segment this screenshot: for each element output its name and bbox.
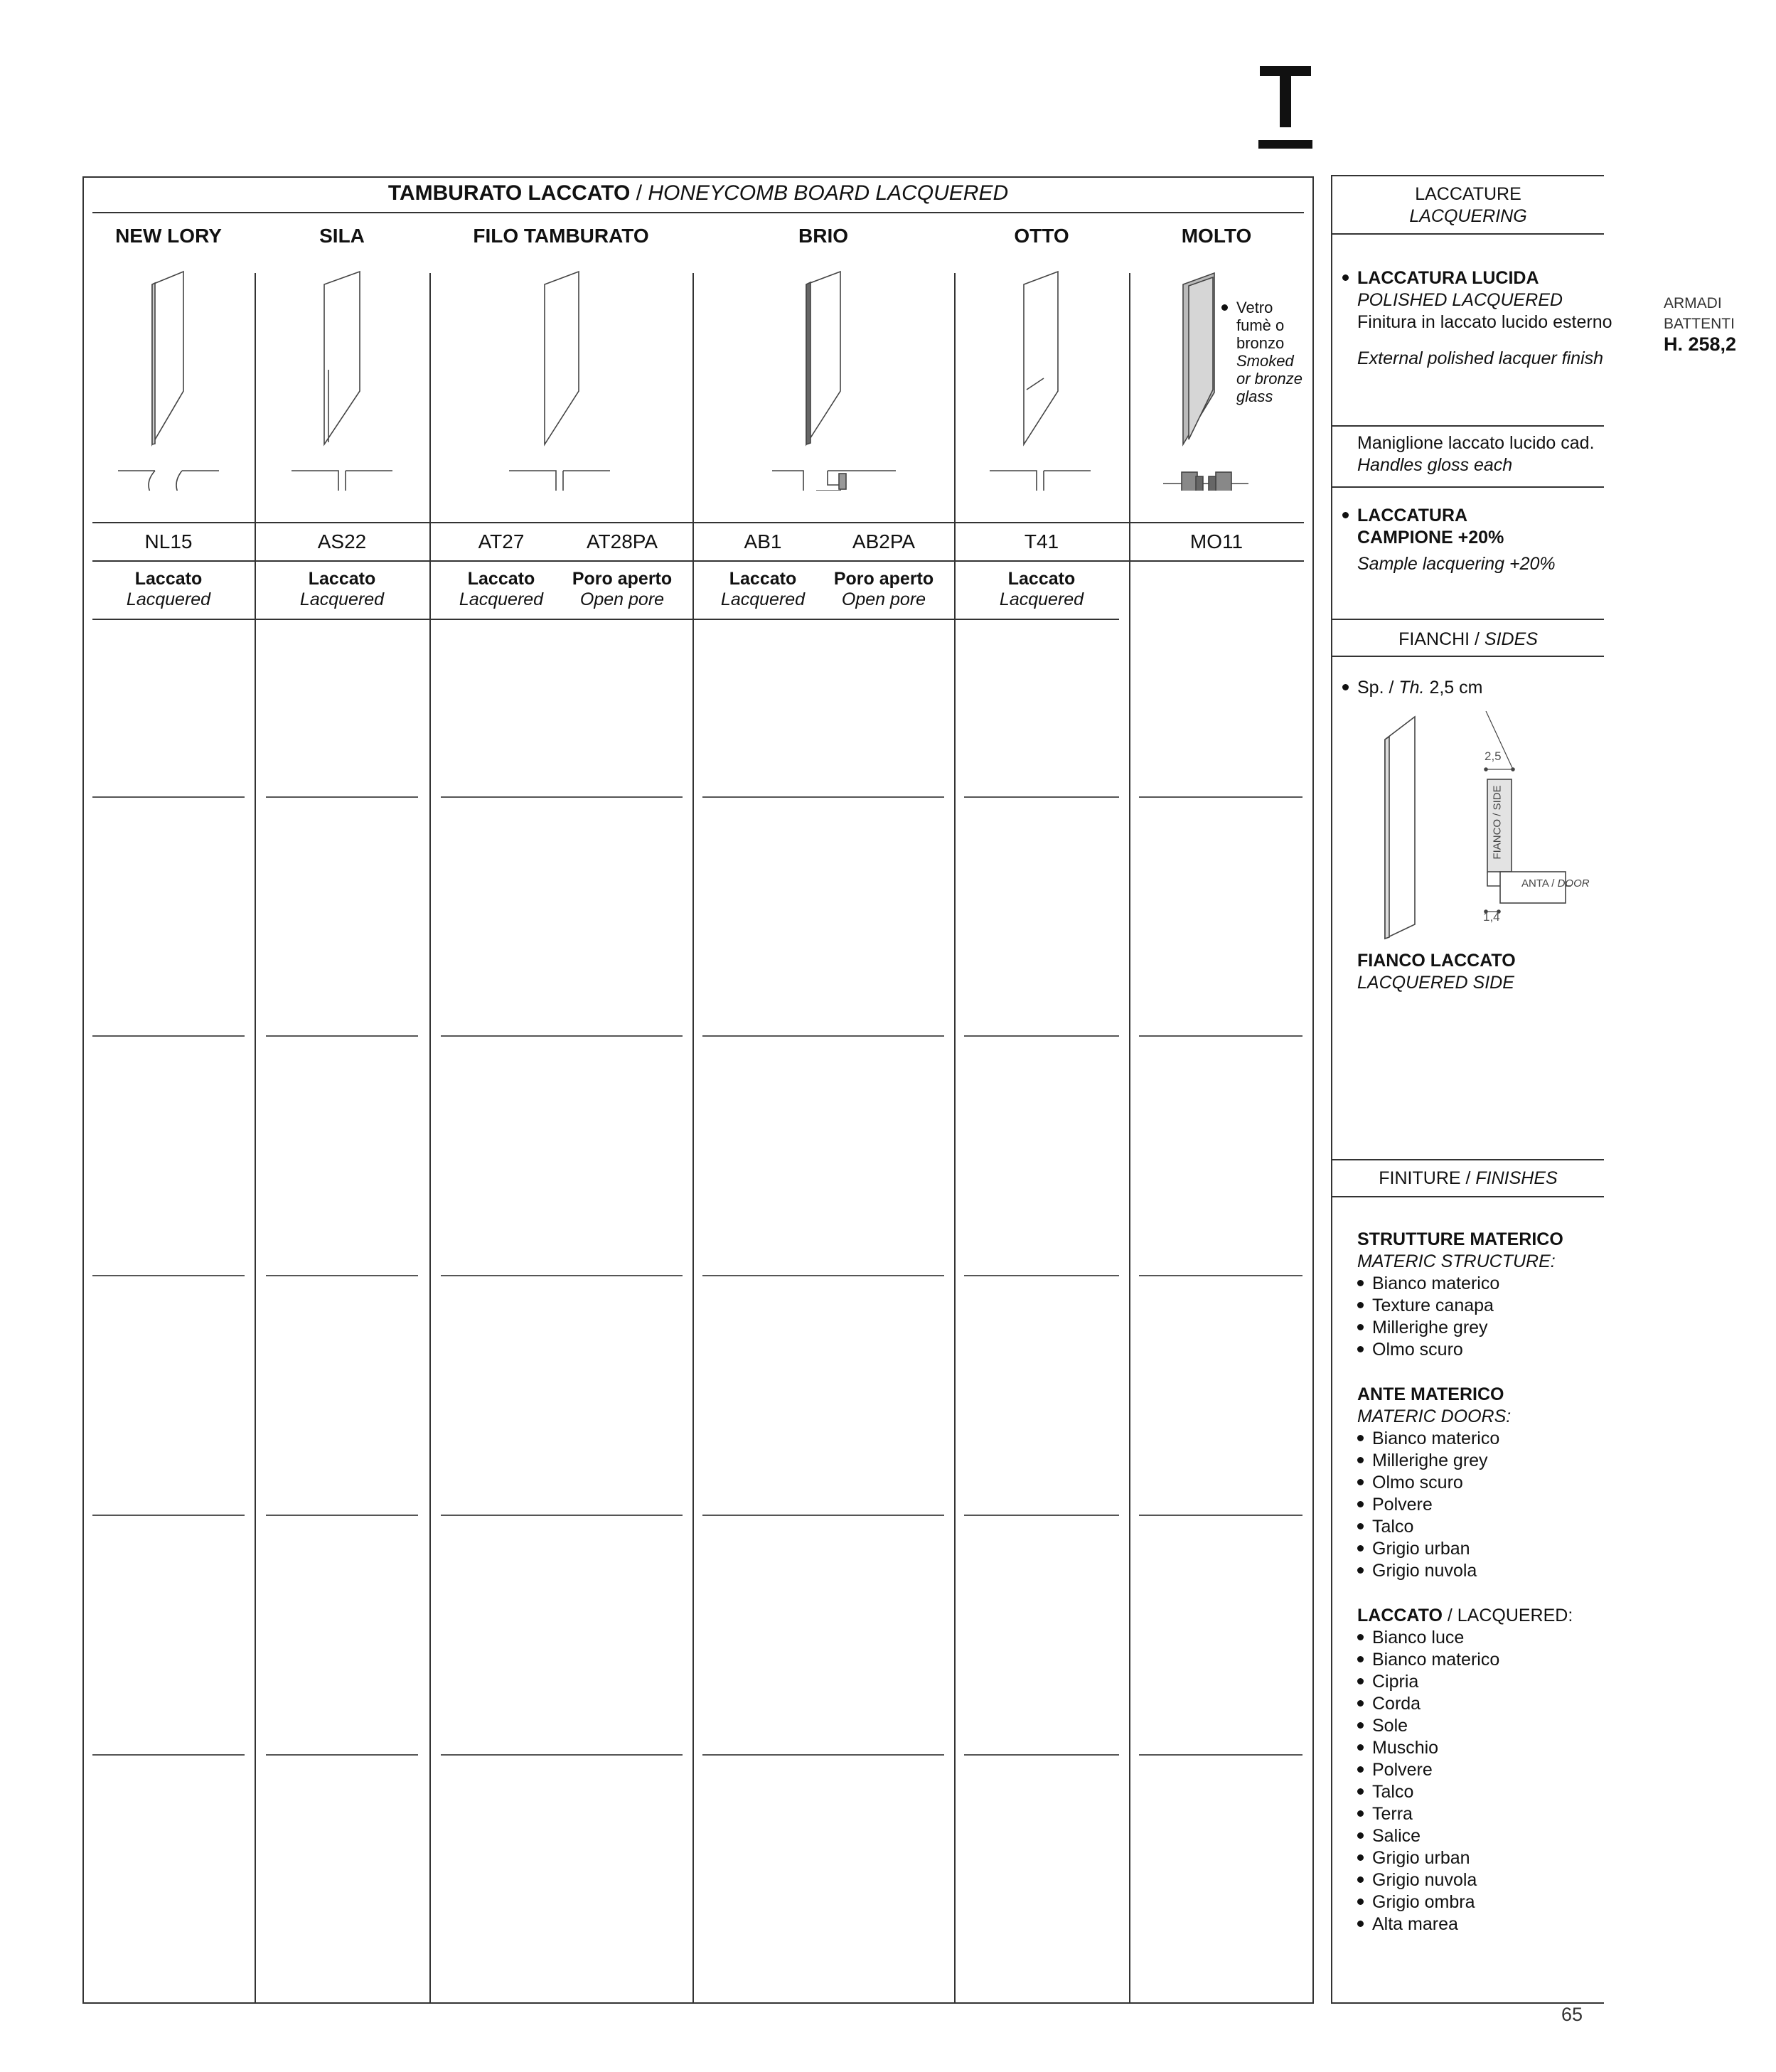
finish-list-item: Grigio ombra [1357, 1891, 1603, 1913]
table-title: TAMBURATO LACCATO / HONEYCOMB BOARD LACQUERED [387, 181, 1009, 205]
bullet-icon [1357, 1567, 1364, 1574]
grid-row-line [92, 1515, 245, 1516]
col-brio: BRIO [798, 225, 848, 247]
code-t41: T41 [1024, 530, 1059, 552]
finish-list-item: Polvere [1357, 1759, 1603, 1781]
finish-list-item: Sole [1357, 1715, 1603, 1737]
door-sila-drawing [291, 272, 392, 491]
door-new-lory-drawing [118, 272, 219, 491]
grid-row-line [1139, 796, 1302, 798]
door-otto-drawing [990, 272, 1091, 491]
finish-list-item: Bianco materico [1357, 1649, 1603, 1671]
grid-row-line [1139, 1035, 1302, 1037]
grid-row-line [441, 1275, 683, 1276]
bullet-icon [1357, 1479, 1364, 1485]
code-at27: AT27 [478, 530, 525, 552]
finish-list-item: Millerighe grey [1357, 1317, 1603, 1339]
code-as22: AS22 [317, 530, 367, 552]
bullet-icon [1357, 1722, 1364, 1729]
polished-lacquer: LACCATURA LUCIDA POLISHED LACQUERED Finitura in laccato lucido esterno External polished lacquer finish [1342, 267, 1605, 370]
finish-list-item: Corda [1357, 1693, 1603, 1715]
grid-row-line [964, 1754, 1119, 1756]
divider [1332, 233, 1604, 235]
bullet-icon [1357, 1280, 1364, 1286]
grid-row-line [964, 1275, 1119, 1276]
sides-caption: FIANCO LACCATO LACQUERED SIDE [1357, 951, 1516, 993]
divider [1332, 425, 1604, 427]
grid-row-line [441, 1035, 683, 1037]
bullet-icon [1357, 1656, 1364, 1662]
finish-list-item: Alta marea [1357, 1913, 1603, 1935]
finish-list-item: Bianco materico [1357, 1428, 1603, 1450]
finish-nl15: Laccato Lacquered [126, 569, 211, 609]
finish-list-item: Grigio urban [1357, 1847, 1603, 1869]
finish-list-item: Salice [1357, 1825, 1603, 1847]
grid-row-line [702, 1515, 944, 1516]
divider [1332, 486, 1604, 488]
finish-list-item: Talco [1357, 1516, 1603, 1538]
finish-list-item: Bianco luce [1357, 1627, 1603, 1649]
finish-list-item: Talco [1357, 1781, 1603, 1803]
code-ab2pa: AB2PA [852, 530, 916, 552]
bullet-icon [1357, 1523, 1364, 1529]
grid-row-line [266, 1754, 418, 1756]
finish-list-item: Cipria [1357, 1671, 1603, 1693]
bullet-icon [1357, 1302, 1364, 1308]
code-at28pa: AT28PA [586, 530, 658, 552]
bullet-icon [1357, 1700, 1364, 1707]
finish-list-item: Polvere [1357, 1494, 1603, 1516]
bullet-icon [1357, 1435, 1364, 1441]
label-side: FIANCO / SIDE [1491, 785, 1504, 860]
finish-ab2pa: Poro aperto Open pore [833, 569, 934, 609]
col-sila: SILA [319, 225, 365, 247]
door-brio-drawing [772, 272, 896, 491]
bullet-icon [1357, 1501, 1364, 1507]
col-new-lory: NEW LORY [115, 225, 222, 247]
brand-logo [1258, 60, 1312, 153]
bullet-icon [1357, 1346, 1364, 1352]
finish-list-item: Bianco materico [1357, 1273, 1603, 1295]
bullet-icon [1357, 1457, 1364, 1463]
code-row-bottom [92, 560, 1304, 562]
grid-row-line [441, 796, 683, 798]
grid-row-line [441, 1515, 683, 1516]
grid-row-line [1139, 1515, 1302, 1516]
bullet-icon [1357, 1832, 1364, 1839]
bullet-icon [1357, 1854, 1364, 1861]
grid-row-line [92, 796, 245, 798]
grid-row-line [92, 1754, 245, 1756]
bullet-icon [1357, 1324, 1364, 1330]
title-divider [92, 212, 1304, 213]
grid-row-line [266, 796, 418, 798]
divider [1332, 619, 1604, 620]
finish-as22: Laccato Lacquered [299, 569, 385, 609]
finishes-header: FINITURE / FINISHES [1379, 1168, 1558, 1188]
handles-price: Maniglione laccato lucido cad. Handles gloss each [1357, 433, 1595, 475]
finish-list-item: Grigio nuvola [1357, 1869, 1603, 1891]
grid-row-line [964, 1035, 1119, 1037]
bullet-icon [1357, 1810, 1364, 1817]
divider [1332, 1159, 1604, 1160]
divider [1332, 1196, 1604, 1197]
grid-row-line [441, 1754, 683, 1756]
code-nl15: NL15 [144, 530, 193, 552]
finish-ab1: Laccato Lacquered [720, 569, 806, 609]
col-otto: OTTO [1014, 225, 1069, 247]
finish-list-item: Olmo scuro [1357, 1472, 1603, 1494]
group-materic-doors: ANTE MATERICO MATERIC DOORS: Bianco materico Millerighe grey Olmo scuro Polvere Talco Grigio urban Grigio nuvola [1357, 1384, 1603, 1582]
sample-lacquer: LACCATURA CAMPIONE +20% Sample lacquering +20% [1342, 505, 1605, 575]
grid-row-line [702, 796, 944, 798]
page-number: 65 [1561, 2004, 1583, 2025]
code-mo11: MO11 [1189, 530, 1243, 552]
grid-row-line [702, 1754, 944, 1756]
col-filo-tamburato: FILO TAMBURATO [473, 225, 649, 247]
grid-row-line [702, 1035, 944, 1037]
finish-list-item: Muschio [1357, 1737, 1603, 1759]
col-divider [692, 273, 694, 2004]
bullet-icon [1357, 1788, 1364, 1795]
grid-row-line [266, 1275, 418, 1276]
lacquering-header: LACCATURE LACQUERING [1409, 184, 1527, 226]
group-materic-structure: STRUTTURE MATERICO MATERIC STRUCTURE: Bianco materico Texture canapa Millerighe grey Olmo scuro [1357, 1229, 1603, 1361]
finish-list-item: Olmo scuro [1357, 1339, 1603, 1361]
code-row-top [92, 522, 1304, 523]
grid-row-line [702, 1275, 944, 1276]
col-molto: MOLTO [1181, 225, 1252, 247]
grid-row-line [1139, 1754, 1302, 1756]
col-divider [429, 273, 431, 2004]
bullet-icon [1357, 1744, 1364, 1751]
code-ab1: AB1 [744, 530, 782, 552]
finish-t41: Laccato Lacquered [999, 569, 1084, 609]
bullet-icon [1357, 1876, 1364, 1883]
side-panel-border [1331, 175, 1332, 2004]
dim-top: 2,5 [1485, 749, 1502, 763]
finish-list-item: Grigio urban [1357, 1538, 1603, 1560]
bullet-icon [1357, 1766, 1364, 1773]
finish-row-bottom [92, 619, 1119, 620]
molto-glass-note: Vetro fumè o bronzo Smoked or bronze glass [1221, 299, 1302, 405]
finish-at28pa: Poro aperto Open pore [572, 569, 673, 609]
finish-list-item: Terra [1357, 1803, 1603, 1825]
finish-list-item: Millerighe grey [1357, 1450, 1603, 1472]
dim-bottom: 1,4 [1483, 910, 1500, 924]
finish-list-item: Grigio nuvola [1357, 1560, 1603, 1582]
grid-row-line [266, 1035, 418, 1037]
grid-row-line [92, 1035, 245, 1037]
finish-list-item: Texture canapa [1357, 1295, 1603, 1317]
bullet-icon [1357, 1678, 1364, 1684]
grid-row-line [266, 1515, 418, 1516]
door-drawings [82, 270, 1314, 491]
grid-row-line [964, 1515, 1119, 1516]
bullet-icon [1357, 1921, 1364, 1927]
door-filo-drawing [509, 272, 610, 491]
group-lacquered: LACCATO / LACQUERED: Bianco luce Bianco materico Cipria Corda Sole Muschio Polvere Talco Terra Salice Grigio urban Grigio nuvola Grigio ombra Alta marea [1357, 1605, 1603, 1935]
bullet-icon [1357, 1899, 1364, 1905]
label-door: ANTA / DOOR [1521, 877, 1590, 890]
sides-thickness: Sp. / Th. 2,5 cm [1342, 677, 1482, 699]
sides-header: FIANCHI / SIDES [1398, 629, 1538, 649]
grid-row-line [1139, 1275, 1302, 1276]
bullet-icon [1357, 1634, 1364, 1640]
grid-row-line [92, 1275, 245, 1276]
finishes-lists [1357, 1229, 1603, 1935]
side-panel-top [1331, 175, 1604, 176]
divider [1332, 656, 1604, 657]
bullet-icon [1357, 1545, 1364, 1552]
section-tab: ARMADI BATTENTI H. 258,2 [1664, 295, 1737, 355]
grid-row-line [964, 796, 1119, 798]
finish-at27: Laccato Lacquered [459, 569, 544, 609]
